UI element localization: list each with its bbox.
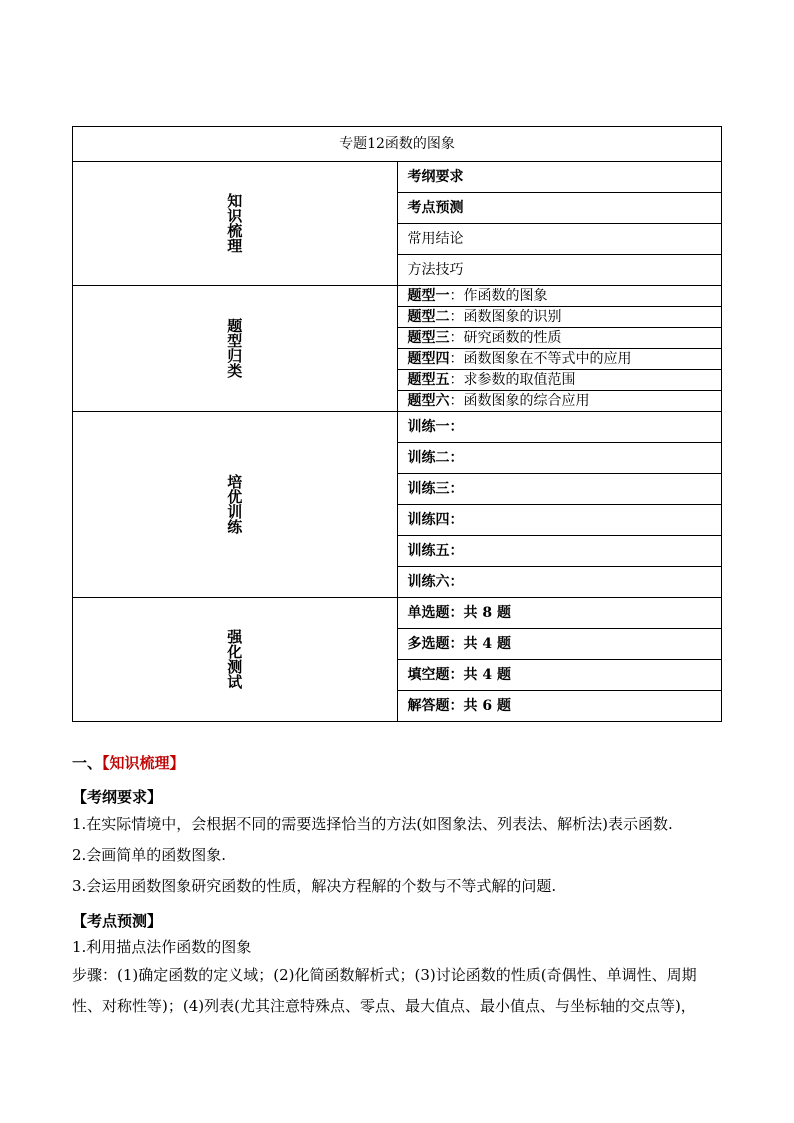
outline-row[interactable]: 训练二： xyxy=(397,443,722,474)
outline-row[interactable]: 题型二：函数图象的识别 xyxy=(397,307,722,328)
outline-row[interactable]: 题型五：求参数的取值范围 xyxy=(397,370,722,391)
paragraph: 3.会运用函数图象研究函数的性质，解决方程解的个数与不等式解的问题. xyxy=(72,877,557,895)
paragraph: 1.在实际情境中，会根据不同的需要选择恰当的方法(如图象法、列表法、解析法)表示函数. xyxy=(72,815,673,833)
outline-row[interactable]: 常用结论 xyxy=(397,224,722,255)
outline-row[interactable]: 训练三： xyxy=(397,474,722,505)
outline-title: 专题12函数的图象 xyxy=(73,127,722,162)
section-heading: 一、【知识梳理】 xyxy=(72,754,185,772)
outline-row[interactable]: 考纲要求 xyxy=(397,162,722,193)
outline-row[interactable]: 训练四： xyxy=(397,505,722,536)
outline-row[interactable]: 填空题：共 4 题 xyxy=(397,660,722,691)
side-label-knowledge: 知 识 梳 理 xyxy=(73,162,398,286)
side-label-test: 强 化 测 试 xyxy=(73,598,398,722)
outline-row[interactable]: 题型三：研究函数的性质 xyxy=(397,328,722,349)
side-label-training: 培 优 训 练 xyxy=(73,412,398,598)
outline-row[interactable]: 题型一：作函数的图象 xyxy=(397,286,722,307)
outline-row[interactable]: 题型四：函数图象在不等式中的应用 xyxy=(397,349,722,370)
outline-row[interactable]: 解答题：共 6 题 xyxy=(397,691,722,722)
outline-row[interactable]: 方法技巧 xyxy=(397,255,722,286)
sub-heading-prediction: 【考点预测】 xyxy=(72,912,163,930)
outline-row[interactable]: 训练一： xyxy=(397,412,722,443)
sub-heading-requirements: 【考纲要求】 xyxy=(72,788,163,806)
outline-row[interactable]: 题型六：函数图象的综合应用 xyxy=(397,391,722,412)
paragraph: 1.利用描点法作函数的图象 xyxy=(72,938,252,956)
outline-table xyxy=(72,126,722,722)
outline-row[interactable]: 训练六： xyxy=(397,567,722,598)
outline-row[interactable]: 多选题：共 4 题 xyxy=(397,629,722,660)
outline-row[interactable]: 训练五： xyxy=(397,536,722,567)
paragraph: 步骤：(1)确定函数的定义域；(2)化简函数解析式；(3)讨论函数的性质(奇偶性、单调性、周期性、对称性等)；(4)列表(尤其注意特殊点、零点、最大值点、最小值点、与坐标轴的交点等)， xyxy=(72,966,697,1015)
side-label-types: 题 型 归 类 xyxy=(73,286,398,412)
section-heading-bracket: 【知识梳理】 xyxy=(102,754,185,772)
outline-row[interactable]: 单选题：共 8 题 xyxy=(397,598,722,629)
paragraph: 2.会画简单的函数图象. xyxy=(72,846,227,864)
outline-row[interactable]: 考点预测 xyxy=(397,193,722,224)
